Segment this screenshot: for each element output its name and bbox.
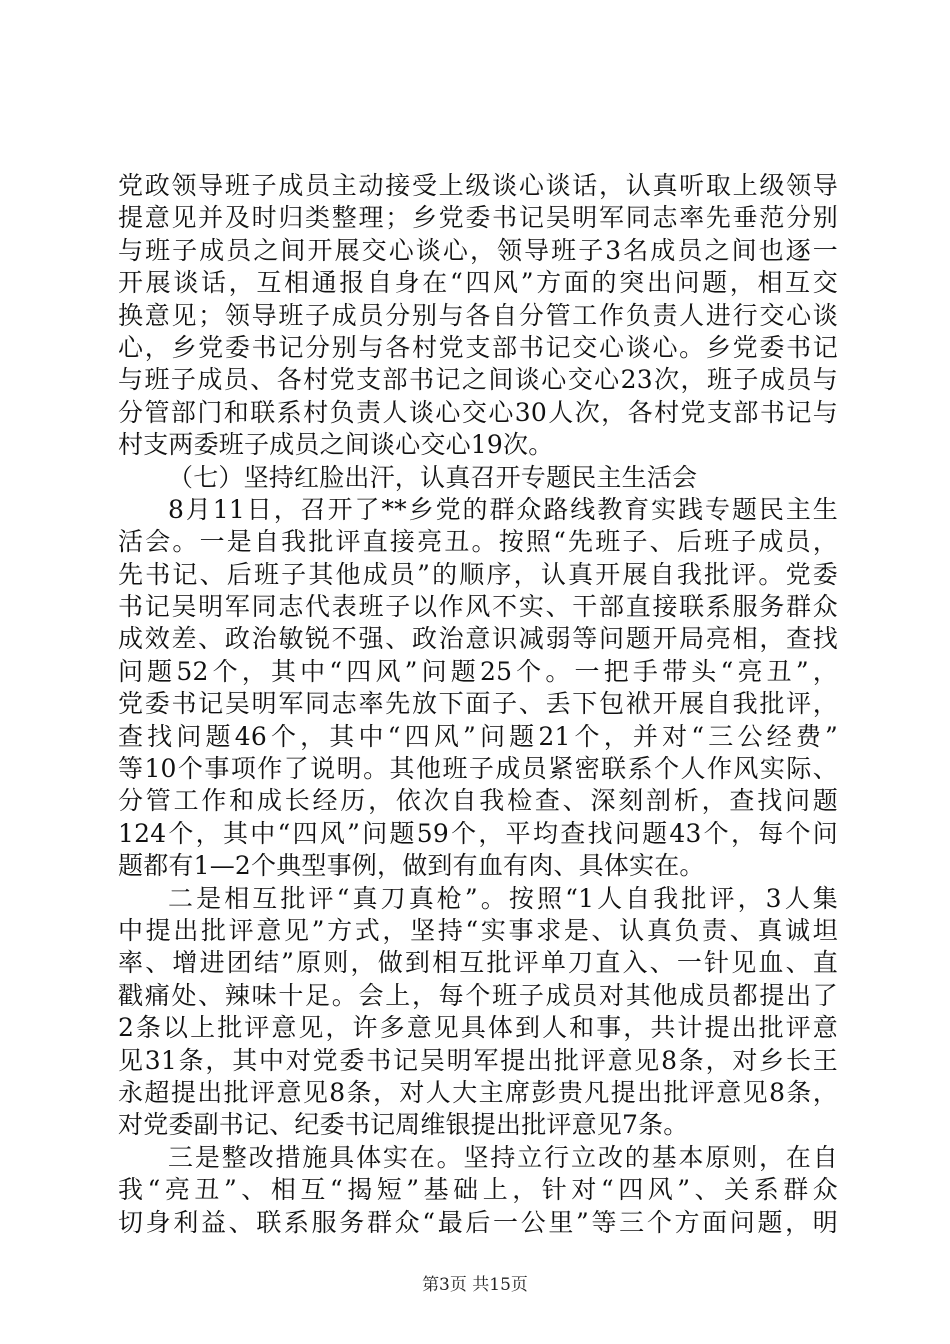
text-line: 分管工作和成长经历，依次自我检查、深刻剖析，查找问题 — [118, 786, 838, 816]
text-line: 与班子成员、各村党支部书记之间谈心交心23次，班子成员与 — [118, 365, 838, 395]
text-line: 8月11日，召开了**乡党的群众路线教育实践专题民主生 — [168, 494, 838, 524]
text-line: 三是整改措施具体实在。坚持立行立改的基本原则，在自 — [168, 1142, 838, 1172]
text-line: 村支两委班子成员之间谈心交心19次。 — [118, 430, 554, 460]
text-line: 换意见；领导班子成员分别与各自分管工作负责人进行交心谈 — [118, 300, 838, 330]
text-line: 成效差、政治敏锐不强、政治意识减弱等问题开局亮相，查找 — [118, 624, 838, 654]
text-line: 永超提出批评意见8条，对人大主席彭贵凡提出批评意见8条， — [118, 1077, 838, 1107]
text-line: 戳痛处、辣味十足。会上，每个班子成员对其他成员都提出了 — [118, 980, 838, 1010]
text-line: 题都有1—2个典型事例，做到有血有肉、具体实在。 — [118, 851, 705, 881]
text-line: 124个，其中“四风”问题59个，平均查找问题43个，每个问 — [118, 818, 838, 848]
text-line: 党委书记吴明军同志率先放下面子、丢下包袱开展自我批评， — [118, 689, 838, 719]
text-line: 提意见并及时归类整理；乡党委书记吴明军同志率先垂范分别 — [118, 203, 838, 233]
text-line: 二是相互批评“真刀真枪”。按照“1人自我批评，3人集 — [168, 883, 838, 913]
page-number-footer: 第3页 共15页 — [422, 1275, 528, 1295]
section-heading: （七）坚持红脸出汗，认真召开专题民主生活会 — [168, 462, 698, 492]
text-line: 切身利益、联系服务群众“最后一公里”等三个方面问题，明 — [118, 1207, 838, 1237]
text-line: 先书记、后班子其他成员”的顺序，认真开展自我批评。党委 — [118, 559, 838, 589]
text-line: 开展谈话，互相通报自身在“四风”方面的突出问题，相互交 — [118, 268, 838, 298]
text-line: 活会。一是自我批评直接亮丑。按照“先班子、后班子成员， — [118, 527, 838, 557]
text-line: 对党委副书记、纪委书记周维银提出批评意见7条。 — [118, 1110, 689, 1140]
text-line: 见31条，其中对党委书记吴明军提出批评意见8条，对乡长王 — [118, 1045, 838, 1075]
text-line: 分管部门和联系村负责人谈心交心30人次，各村党支部书记与 — [118, 397, 838, 427]
text-line: 问题52个，其中“四风”问题25个。一把手带头“亮丑”， — [118, 656, 838, 686]
text-line: 中提出批评意见”方式，坚持“实事求是、认真负责、真诚坦 — [118, 915, 838, 945]
text-line: 书记吴明军同志代表班子以作风不实、干部直接联系服务群众 — [118, 592, 838, 622]
text-line: 等10个事项作了说明。其他班子成员紧密联系个人作风实际、 — [118, 754, 838, 784]
text-line: 与班子成员之间开展交心谈心，领导班子3名成员之间也逐一 — [118, 235, 838, 265]
document-body — [118, 170, 838, 1239]
text-line: 我“亮丑”、相互“揭短”基础上，针对“四风”、关系群众 — [118, 1175, 838, 1205]
text-line: 率、增进团结”原则，做到相互批评单刀直入、一针见血、直 — [118, 948, 838, 978]
text-line: 查找问题46个，其中“四风”问题21个，并对“三公经费” — [118, 721, 838, 751]
text-line: 党政领导班子成员主动接受上级谈心谈话，认真听取上级领导 — [118, 171, 838, 200]
text-line: 心，乡党委书记分别与各村党支部书记交心谈心。乡党委书记 — [118, 332, 838, 362]
text-line: 2条以上批评意见，许多意见具体到人和事，共计提出批评意 — [118, 1013, 838, 1043]
